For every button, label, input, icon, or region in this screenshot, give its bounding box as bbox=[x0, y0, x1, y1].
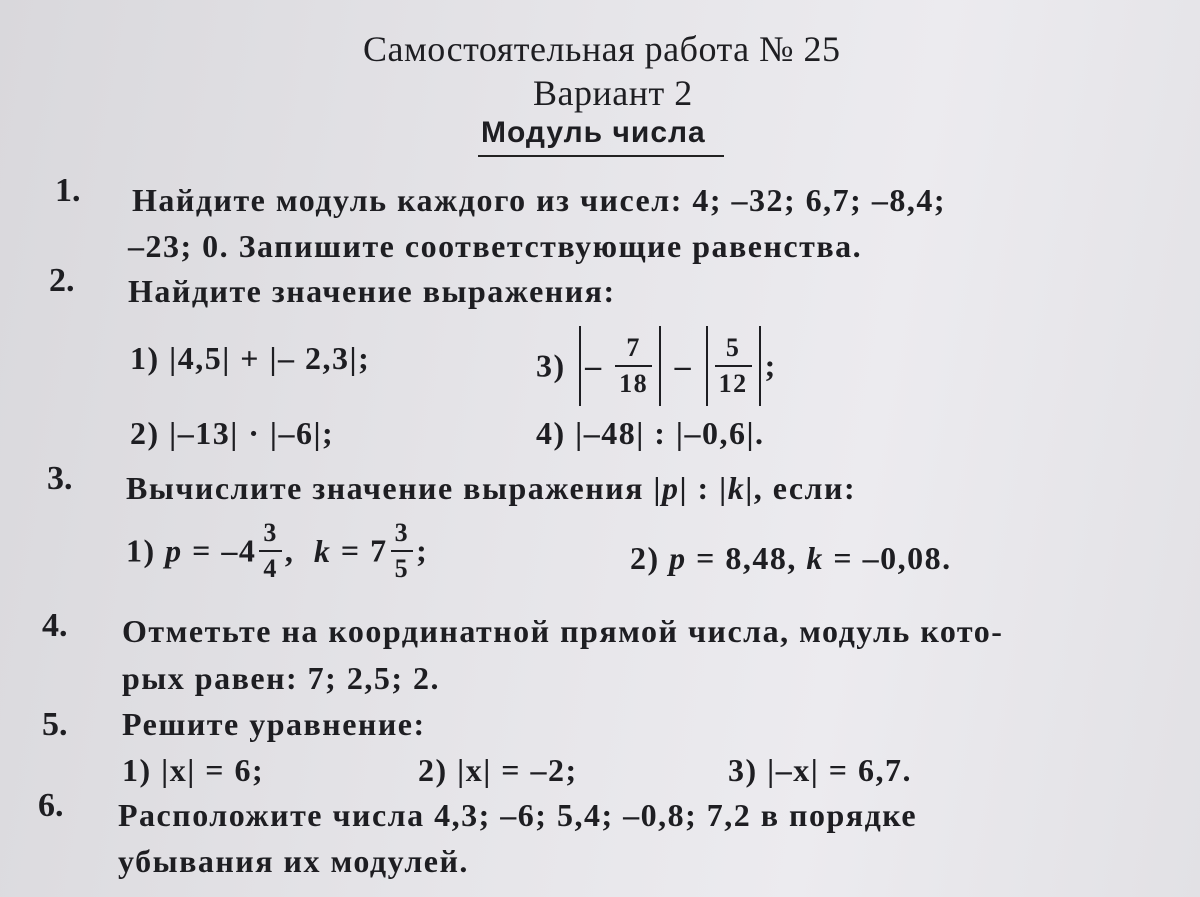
task-1-text-line-2: –23; 0. Запишите соответствующие равенства. bbox=[128, 228, 863, 264]
p-fraction-denominator: 4 bbox=[259, 550, 282, 582]
minus-sign: – bbox=[674, 347, 693, 384]
task-4-number: 4. bbox=[42, 607, 68, 644]
task-3-item-2 bbox=[630, 540, 952, 577]
task-1-text-line-1: Найдите модуль каждого из чисел: 4; –32; 6,7; –8,4; bbox=[132, 182, 946, 218]
task-3-text-b: | : | bbox=[679, 470, 728, 506]
task-1-number: 1. bbox=[55, 172, 81, 209]
abs-bar bbox=[579, 326, 581, 406]
task-2-text: Найдите значение выражения: bbox=[128, 273, 616, 309]
fraction-2 bbox=[715, 335, 752, 397]
comma: , bbox=[284, 532, 295, 569]
task-5-text: Решите уравнение: bbox=[122, 706, 426, 742]
task-3-item-1-label: 1) bbox=[126, 532, 156, 569]
minus-sign: – bbox=[585, 347, 603, 384]
page-title: Самостоятельная работа № 25 bbox=[363, 29, 841, 69]
task-5-number: 5. bbox=[42, 706, 68, 743]
task-6-number: 6. bbox=[38, 787, 64, 824]
fraction-1 bbox=[615, 335, 652, 397]
k-value: = 7 bbox=[340, 532, 388, 569]
task-4-text-line-2: рых равен: 7; 2,5; 2. bbox=[122, 660, 440, 696]
task-2-number: 2. bbox=[49, 262, 75, 299]
task-2-item-4: 4) |–48| : |–0,6|. bbox=[536, 415, 765, 451]
k-value: = –0,08. bbox=[833, 540, 952, 576]
task-3-text-c: |, если: bbox=[745, 470, 857, 506]
task-5-item-1: 1) |x| = 6; bbox=[122, 752, 265, 788]
task-3-text-a: Вычислите значение выражения | bbox=[126, 470, 662, 506]
fraction-1-numerator: 7 bbox=[626, 333, 641, 362]
variant-label: Вариант 2 bbox=[533, 73, 693, 113]
var-p: p bbox=[165, 532, 183, 569]
task-5-item-2: 2) |x| = –2; bbox=[418, 752, 578, 788]
abs-bar bbox=[659, 326, 661, 406]
p-value: = –4 bbox=[192, 532, 257, 569]
task-2-item-3 bbox=[536, 326, 777, 406]
task-3-text bbox=[126, 470, 856, 507]
var-p: p bbox=[661, 470, 680, 506]
k-fraction-denominator: 5 bbox=[391, 550, 414, 582]
var-p: p bbox=[669, 540, 687, 576]
semicolon: ; bbox=[416, 532, 429, 569]
k-fraction bbox=[391, 520, 414, 582]
topic-underline bbox=[478, 155, 724, 157]
task-6-text-line-1: Расположите числа 4,3; –6; 5,4; –0,8; 7,2 в порядке bbox=[118, 797, 918, 833]
fraction-2-denominator: 12 bbox=[715, 365, 752, 397]
p-value: = 8,48, bbox=[696, 540, 797, 576]
p-fraction-numerator: 3 bbox=[263, 518, 278, 547]
var-k: k bbox=[806, 540, 824, 576]
p-fraction bbox=[259, 520, 282, 582]
abs-bar bbox=[759, 326, 761, 406]
task-4-text-line-1: Отметьте на координатной прямой числа, модуль кото- bbox=[122, 613, 1004, 649]
fraction-2-numerator: 5 bbox=[725, 333, 741, 362]
task-2-item-2: 2) |–13| · |–6|; bbox=[130, 415, 335, 451]
abs-bar bbox=[706, 326, 708, 406]
task-2-item-3-label: 3) bbox=[536, 347, 566, 384]
task-3-item-1 bbox=[126, 520, 428, 582]
semicolon: ; bbox=[764, 347, 777, 384]
topic-title: Модуль числа bbox=[481, 116, 706, 149]
var-k: k bbox=[727, 470, 746, 506]
k-fraction-numerator: 3 bbox=[394, 518, 410, 547]
fraction-1-denominator: 18 bbox=[615, 365, 652, 397]
task-3-number: 3. bbox=[47, 460, 73, 497]
var-k: k bbox=[313, 532, 332, 569]
task-5-item-3: 3) |–x| = 6,7. bbox=[728, 752, 912, 788]
task-2-item-1: 1) |4,5| + |– 2,3|; bbox=[130, 340, 371, 376]
task-6-text-line-2: убывания их модулей. bbox=[118, 843, 469, 879]
task-3-item-2-label: 2) bbox=[630, 540, 660, 576]
